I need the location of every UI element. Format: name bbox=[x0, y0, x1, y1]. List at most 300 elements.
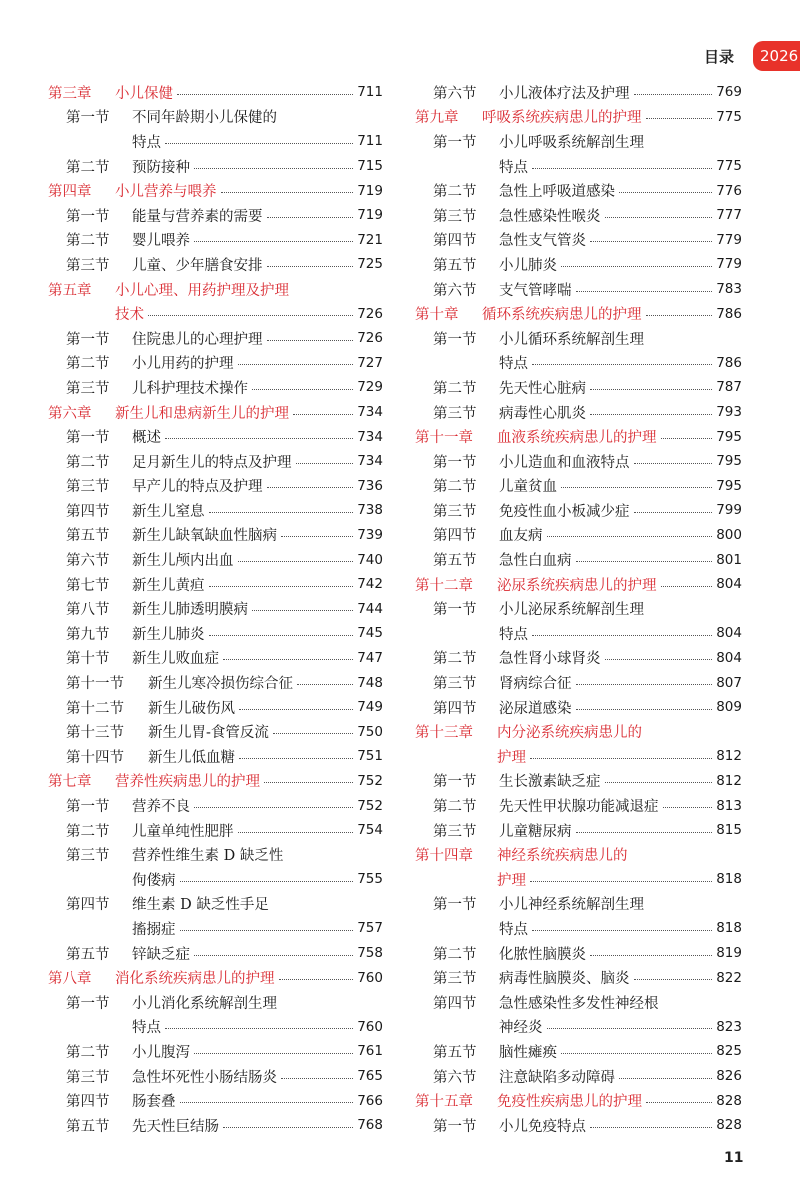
toc-entry-number: 第一节 bbox=[66, 995, 110, 1012]
toc-page-number: 750 bbox=[357, 723, 383, 740]
toc-section-entry[interactable] bbox=[415, 818, 742, 843]
toc-page-number: 777 bbox=[716, 207, 742, 224]
toc-page-number: 719 bbox=[357, 182, 383, 199]
toc-section-entry[interactable] bbox=[415, 498, 742, 523]
toc-entry-title: 营养不良 bbox=[132, 799, 190, 816]
dot-leader bbox=[619, 192, 712, 193]
toc-entry-number: 第八章 bbox=[48, 971, 92, 988]
toc-chapter-entry[interactable] bbox=[415, 301, 742, 326]
toc-entry-number: 第二节 bbox=[433, 799, 477, 816]
toc-entry-number: 第四节 bbox=[66, 503, 110, 520]
toc-page-number: 828 bbox=[716, 1117, 742, 1134]
toc-entry-number: 第三章 bbox=[48, 85, 92, 102]
toc-entry-title: 特点 bbox=[132, 134, 161, 151]
dot-leader bbox=[590, 414, 712, 415]
toc-entry-title: 小儿消化系统解剖生理 bbox=[132, 995, 277, 1012]
toc-section-entry[interactable] bbox=[415, 400, 742, 425]
toc-page-number: 734 bbox=[357, 404, 383, 421]
toc-section-entry[interactable] bbox=[48, 1088, 383, 1113]
toc-entry-title: 小儿免疫特点 bbox=[499, 1118, 586, 1135]
dot-leader bbox=[148, 315, 353, 316]
toc-section-entry[interactable] bbox=[415, 547, 742, 572]
toc-entry-continuation[interactable] bbox=[415, 916, 742, 941]
dot-leader bbox=[561, 266, 712, 267]
dot-leader bbox=[209, 635, 354, 636]
toc-entry-title: 概述 bbox=[132, 430, 161, 447]
toc-section-entry[interactable] bbox=[415, 203, 742, 228]
toc-entry-title: 新生儿窒息 bbox=[132, 503, 205, 520]
toc-section-entry[interactable] bbox=[415, 1039, 742, 1064]
toc-entry-title: 小儿用药的护理 bbox=[132, 356, 234, 373]
toc-entry-continuation[interactable] bbox=[415, 1015, 742, 1040]
toc-page-number: 738 bbox=[357, 502, 383, 519]
dot-leader bbox=[264, 782, 353, 783]
toc-entry-number: 第五节 bbox=[433, 1044, 477, 1061]
toc-entry-title: 儿童糖尿病 bbox=[499, 823, 572, 840]
toc-section-entry[interactable] bbox=[415, 695, 742, 720]
toc-chapter-entry[interactable] bbox=[415, 572, 742, 597]
toc-page-number: 744 bbox=[357, 600, 383, 617]
toc-section-entry[interactable] bbox=[415, 646, 742, 671]
toc-entry-number: 第一节 bbox=[66, 430, 110, 447]
toc-chapter-entry[interactable] bbox=[48, 80, 383, 105]
dot-leader bbox=[561, 1053, 712, 1054]
toc-entry-number: 第九章 bbox=[415, 110, 459, 127]
dot-leader bbox=[576, 709, 713, 710]
toc-section-entry[interactable] bbox=[48, 596, 383, 621]
dot-leader bbox=[273, 733, 353, 734]
toc-section-entry[interactable] bbox=[415, 80, 742, 105]
toc-section-entry[interactable] bbox=[415, 178, 742, 203]
toc-entry-title: 病毒性脑膜炎、脑炎 bbox=[499, 971, 630, 988]
toc-section-entry[interactable] bbox=[415, 941, 742, 966]
toc-entry-title: 急性上呼吸道感染 bbox=[499, 184, 615, 201]
toc-entry-title: 急性白血病 bbox=[499, 553, 572, 570]
toc-entry-number: 第一节 bbox=[66, 331, 110, 348]
toc-entry-number: 第一节 bbox=[66, 208, 110, 225]
toc-chapter-entry[interactable] bbox=[415, 424, 742, 449]
toc-section-entry[interactable] bbox=[48, 228, 383, 253]
toc-page-number: 822 bbox=[716, 969, 742, 986]
toc-entry-number: 第三节 bbox=[433, 971, 477, 988]
dot-leader bbox=[239, 709, 353, 710]
dot-leader bbox=[532, 635, 712, 636]
dot-leader bbox=[532, 930, 712, 931]
toc-page-number: 813 bbox=[716, 797, 742, 814]
toc-entry-title: 早产儿的特点及护理 bbox=[132, 479, 263, 496]
toc-entry-number: 第一节 bbox=[433, 1118, 477, 1135]
dot-leader bbox=[590, 1127, 712, 1128]
toc-page-number: 783 bbox=[716, 281, 742, 298]
dot-leader bbox=[239, 758, 353, 759]
dot-leader bbox=[238, 364, 354, 365]
toc-entry-title: 预防接种 bbox=[132, 159, 190, 176]
dot-leader bbox=[590, 955, 712, 956]
toc-entry-title: 足月新生儿的特点及护理 bbox=[132, 454, 292, 471]
toc-entry-title: 特点 bbox=[132, 1020, 161, 1037]
dot-leader bbox=[576, 561, 713, 562]
toc-entry-continuation[interactable] bbox=[415, 867, 742, 892]
toc-section-entry[interactable] bbox=[48, 695, 383, 720]
toc-entry-title: 脑性瘫痪 bbox=[499, 1044, 557, 1061]
toc-page-number: 739 bbox=[357, 526, 383, 543]
toc-entry-continuation[interactable] bbox=[48, 1015, 383, 1040]
toc-section-entry[interactable] bbox=[48, 105, 383, 130]
toc-page-number: 749 bbox=[357, 699, 383, 716]
toc-entry-number: 第十节 bbox=[66, 651, 110, 668]
dot-leader bbox=[661, 438, 713, 439]
toc-entry-number: 第二节 bbox=[66, 159, 110, 176]
toc-section-entry[interactable] bbox=[415, 474, 742, 499]
toc-page-number: 795 bbox=[716, 428, 742, 445]
dot-leader bbox=[223, 659, 353, 660]
toc-entry-number: 第四节 bbox=[66, 897, 110, 914]
toc-entry-title: 新生儿破伤风 bbox=[148, 700, 235, 717]
toc-entry-title: 维生素 D 缺乏性手足 bbox=[132, 897, 269, 914]
dot-leader bbox=[634, 463, 713, 464]
toc-entry-title: 能量与营养素的需要 bbox=[132, 208, 263, 225]
dot-leader bbox=[279, 979, 354, 980]
toc-entry-title: 急性感染性喉炎 bbox=[499, 208, 601, 225]
toc-entry-title: 急性感染性多发性神经根 bbox=[499, 995, 659, 1012]
dot-leader bbox=[576, 832, 713, 833]
toc-page-number: 801 bbox=[716, 551, 742, 568]
toc-entry-title: 特点 bbox=[499, 356, 528, 373]
toc-entry-number: 第五节 bbox=[66, 946, 110, 963]
toc-section-entry[interactable] bbox=[415, 965, 742, 990]
toc-section-entry[interactable] bbox=[48, 375, 383, 400]
dot-leader bbox=[661, 586, 713, 587]
toc-entry-title: 小儿肺炎 bbox=[499, 257, 557, 274]
toc-entry-title: 肠套叠 bbox=[132, 1094, 176, 1111]
toc-page-number: 757 bbox=[357, 920, 383, 937]
toc-page-number: 799 bbox=[716, 502, 742, 519]
toc-entry-number: 第九节 bbox=[66, 626, 110, 643]
toc-section-entry[interactable] bbox=[415, 277, 742, 302]
toc-entry-continuation[interactable] bbox=[415, 744, 742, 769]
toc-section-entry[interactable] bbox=[415, 892, 742, 917]
year-badge: 2026 bbox=[753, 41, 800, 71]
toc-page-number: 755 bbox=[357, 871, 383, 888]
toc-entry-title: 先天性心脏病 bbox=[499, 380, 586, 397]
toc-entry-title: 免疫性血小板减少症 bbox=[499, 503, 630, 520]
toc-section-entry[interactable] bbox=[48, 670, 383, 695]
toc-entry-title: 锌缺乏症 bbox=[132, 946, 190, 963]
toc-section-entry[interactable] bbox=[48, 326, 383, 351]
toc-entry-number: 第五节 bbox=[433, 257, 477, 274]
toc-entry-title: 新生儿寒冷损伤综合征 bbox=[148, 676, 293, 693]
toc-entry-title: 小儿造血和血液特点 bbox=[499, 454, 630, 471]
toc-entry-number: 第二节 bbox=[66, 356, 110, 373]
toc-entry-title: 肾病综合征 bbox=[499, 676, 572, 693]
toc-page-number: 726 bbox=[357, 330, 383, 347]
dot-leader bbox=[605, 782, 713, 783]
toc-entry-title: 新生儿胃-食管反流 bbox=[148, 725, 269, 742]
toc-section-entry[interactable] bbox=[415, 1064, 742, 1089]
toc-chapter-entry[interactable] bbox=[415, 719, 742, 744]
toc-entry-number: 第二节 bbox=[66, 454, 110, 471]
toc-section-entry[interactable] bbox=[48, 203, 383, 228]
dot-leader bbox=[221, 192, 354, 193]
dot-leader bbox=[547, 1028, 713, 1029]
toc-section-entry[interactable] bbox=[48, 474, 383, 499]
toc-page-number: 818 bbox=[716, 871, 742, 888]
dot-leader bbox=[194, 241, 353, 242]
toc-entry-title: 小儿液体疗法及护理 bbox=[499, 85, 630, 102]
toc-section-entry[interactable] bbox=[48, 351, 383, 376]
dot-leader bbox=[209, 586, 354, 587]
toc-chapter-entry[interactable] bbox=[48, 769, 383, 794]
toc-section-entry[interactable] bbox=[48, 842, 383, 867]
toc-section-entry[interactable] bbox=[415, 375, 742, 400]
toc-entry-number: 第五节 bbox=[433, 553, 477, 570]
toc-section-entry[interactable] bbox=[48, 498, 383, 523]
toc-section-entry[interactable] bbox=[48, 892, 383, 917]
toc-entry-title: 儿科护理技术操作 bbox=[132, 380, 248, 397]
toc-page-number: 736 bbox=[357, 477, 383, 494]
toc-page-number: 761 bbox=[357, 1043, 383, 1060]
dot-leader bbox=[293, 414, 353, 415]
toc-entry-title: 小儿泌尿系统解剖生理 bbox=[499, 602, 644, 619]
dot-leader bbox=[281, 1078, 353, 1079]
dot-leader bbox=[646, 1102, 712, 1103]
toc-section-entry[interactable] bbox=[415, 1113, 742, 1138]
toc-entry-title: 小儿循环系统解剖生理 bbox=[499, 331, 644, 348]
toc-entry-title: 呼吸系统疾病患儿的护理 bbox=[482, 110, 642, 127]
toc-page-number: 747 bbox=[357, 649, 383, 666]
toc-entry-continuation[interactable] bbox=[415, 154, 742, 179]
toc-page-number: 812 bbox=[716, 748, 742, 765]
toc-page-number: 825 bbox=[716, 1043, 742, 1060]
toc-entry-title: 不同年龄期小儿保健的 bbox=[132, 110, 277, 127]
toc-entry-title: 住院患儿的心理护理 bbox=[132, 331, 263, 348]
toc-section-entry[interactable] bbox=[48, 818, 383, 843]
toc-entry-number: 第二节 bbox=[66, 1044, 110, 1061]
toc-entry-number: 第一节 bbox=[433, 774, 477, 791]
toc-section-entry[interactable] bbox=[48, 793, 383, 818]
dot-leader bbox=[267, 340, 354, 341]
dot-leader bbox=[590, 241, 712, 242]
toc-page-number: 819 bbox=[716, 945, 742, 962]
toc-section-entry[interactable] bbox=[415, 129, 742, 154]
dot-leader bbox=[605, 659, 713, 660]
dot-leader bbox=[634, 512, 713, 513]
toc-section-entry[interactable] bbox=[48, 719, 383, 744]
toc-section-entry[interactable] bbox=[48, 744, 383, 769]
toc-page-number: 729 bbox=[357, 379, 383, 396]
toc-entry-title: 化脓性脑膜炎 bbox=[499, 946, 586, 963]
toc-entry-title: 营养性疾病患儿的护理 bbox=[115, 774, 260, 791]
toc-entry-title: 护理 bbox=[497, 749, 526, 766]
toc-page-number: 721 bbox=[357, 231, 383, 248]
dot-leader bbox=[634, 94, 713, 95]
toc-section-entry[interactable] bbox=[415, 252, 742, 277]
toc-page-number: 715 bbox=[357, 158, 383, 175]
toc-section-entry[interactable] bbox=[415, 793, 742, 818]
toc-section-entry[interactable] bbox=[48, 1039, 383, 1064]
toc-page-number: 766 bbox=[357, 1092, 383, 1109]
toc-entry-title: 特点 bbox=[499, 921, 528, 938]
toc-chapter-entry[interactable] bbox=[48, 178, 383, 203]
toc-section-entry[interactable] bbox=[415, 523, 742, 548]
toc-entry-number: 第三节 bbox=[66, 257, 110, 274]
toc-entry-number: 第十二节 bbox=[66, 700, 124, 717]
toc-chapter-entry[interactable] bbox=[415, 105, 742, 130]
toc-entry-title: 儿童贫血 bbox=[499, 479, 557, 496]
toc-entry-number: 第十四章 bbox=[415, 848, 473, 865]
dot-leader bbox=[663, 807, 713, 808]
toc-entry-continuation[interactable] bbox=[48, 129, 383, 154]
toc-page-number: 804 bbox=[716, 625, 742, 642]
toc-entry-continuation[interactable] bbox=[415, 621, 742, 646]
toc-entry-title: 新生儿低血糖 bbox=[148, 749, 235, 766]
dot-leader bbox=[530, 881, 712, 882]
dot-leader bbox=[619, 1078, 712, 1079]
toc-entry-number: 第三节 bbox=[66, 1069, 110, 1086]
toc-entry-title: 急性肾小球肾炎 bbox=[499, 651, 601, 668]
toc-entry-number: 第十三节 bbox=[66, 725, 124, 742]
toc-entry-number: 第一节 bbox=[433, 134, 477, 151]
toc-section-entry[interactable] bbox=[48, 990, 383, 1015]
toc-section-entry[interactable] bbox=[48, 941, 383, 966]
toc-section-entry[interactable] bbox=[48, 572, 383, 597]
toc-page-number: 779 bbox=[716, 256, 742, 273]
toc-entry-title: 小儿呼吸系统解剖生理 bbox=[499, 134, 644, 151]
toc-entry-continuation[interactable] bbox=[48, 301, 383, 326]
toc-entry-number: 第二节 bbox=[66, 823, 110, 840]
toc-entry-continuation[interactable] bbox=[48, 916, 383, 941]
toc-page-number: 795 bbox=[716, 453, 742, 470]
toc-chapter-entry[interactable] bbox=[48, 400, 383, 425]
dot-leader bbox=[532, 168, 712, 169]
toc-section-entry[interactable] bbox=[415, 670, 742, 695]
toc-section-entry[interactable] bbox=[415, 228, 742, 253]
dot-leader bbox=[180, 881, 354, 882]
toc-entry-number: 第三节 bbox=[66, 479, 110, 496]
toc-section-entry[interactable] bbox=[415, 769, 742, 794]
toc-chapter-entry[interactable] bbox=[48, 277, 383, 302]
toc-page-number: 804 bbox=[716, 576, 742, 593]
toc-entry-title: 技术 bbox=[115, 307, 144, 324]
toc-page-number: 751 bbox=[357, 748, 383, 765]
toc-entry-number: 第三节 bbox=[433, 676, 477, 693]
toc-entry-continuation[interactable] bbox=[48, 867, 383, 892]
toc-entry-number: 第四节 bbox=[433, 995, 477, 1012]
toc-page-number: 765 bbox=[357, 1068, 383, 1085]
toc-entry-title: 循环系统疾病患儿的护理 bbox=[482, 307, 642, 324]
dot-leader bbox=[252, 610, 353, 611]
toc-entry-title: 小儿腹泻 bbox=[132, 1044, 190, 1061]
toc-entry-title: 新生儿颅内出血 bbox=[132, 553, 234, 570]
toc-chapter-entry[interactable] bbox=[415, 842, 742, 867]
toc-section-entry[interactable] bbox=[48, 523, 383, 548]
toc-entry-number: 第三节 bbox=[433, 208, 477, 225]
toc-section-entry[interactable] bbox=[48, 621, 383, 646]
toc-entry-number: 第六章 bbox=[48, 405, 92, 422]
toc-entry-number: 第一节 bbox=[433, 331, 477, 348]
toc-section-entry[interactable] bbox=[48, 424, 383, 449]
toc-entry-number: 第六节 bbox=[66, 553, 110, 570]
toc-page-number: 745 bbox=[357, 625, 383, 642]
toc-page-number: 754 bbox=[357, 822, 383, 839]
toc-entry-number: 第二节 bbox=[433, 380, 477, 397]
toc-entry-number: 第六节 bbox=[433, 85, 477, 102]
toc-page-number: 726 bbox=[357, 305, 383, 322]
toc-page-number: 818 bbox=[716, 920, 742, 937]
dot-leader bbox=[634, 979, 713, 980]
toc-chapter-entry[interactable] bbox=[415, 1088, 742, 1113]
toc-page-number: 742 bbox=[357, 576, 383, 593]
toc-section-entry[interactable] bbox=[415, 449, 742, 474]
toc-chapter-entry[interactable] bbox=[48, 965, 383, 990]
toc-section-entry[interactable] bbox=[48, 449, 383, 474]
toc-entry-title: 小儿保健 bbox=[115, 85, 173, 102]
toc-entry-number: 第六节 bbox=[433, 282, 477, 299]
dot-leader bbox=[296, 463, 354, 464]
toc-section-entry[interactable] bbox=[415, 596, 742, 621]
dot-leader bbox=[165, 1028, 353, 1029]
toc-entry-number: 第四节 bbox=[433, 233, 477, 250]
toc-page-number: 804 bbox=[716, 649, 742, 666]
toc-entry-number: 第四章 bbox=[48, 184, 92, 201]
toc-page-number: 719 bbox=[357, 207, 383, 224]
toc-section-entry[interactable] bbox=[48, 646, 383, 671]
dot-leader bbox=[252, 389, 353, 390]
dot-leader bbox=[561, 487, 712, 488]
toc-section-entry[interactable] bbox=[48, 547, 383, 572]
dot-leader bbox=[605, 217, 713, 218]
toc-entry-number: 第一节 bbox=[433, 897, 477, 914]
toc-entry-number: 第三节 bbox=[66, 380, 110, 397]
toc-section-entry[interactable] bbox=[415, 990, 742, 1015]
toc-entry-title: 血友病 bbox=[499, 528, 543, 545]
toc-entry-number: 第六节 bbox=[433, 1069, 477, 1086]
toc-page-number: 828 bbox=[716, 1092, 742, 1109]
dot-leader bbox=[646, 118, 713, 119]
toc-page-number: 752 bbox=[357, 772, 383, 789]
toc-entry-number: 第四节 bbox=[66, 1094, 110, 1111]
toc-entry-title: 佝偻病 bbox=[132, 872, 176, 889]
toc-column-right bbox=[415, 80, 742, 1138]
toc-entry-number: 第五章 bbox=[48, 282, 92, 299]
dot-leader bbox=[576, 684, 713, 685]
toc-entry-title: 内分泌系统疾病患儿的 bbox=[497, 725, 642, 742]
toc-section-entry[interactable] bbox=[48, 1113, 383, 1138]
toc-page-number: 786 bbox=[716, 305, 742, 322]
toc-entry-number: 第三节 bbox=[66, 848, 110, 865]
toc-entry-number: 第十四节 bbox=[66, 749, 124, 766]
toc-section-entry[interactable] bbox=[48, 1064, 383, 1089]
dot-leader bbox=[223, 1127, 353, 1128]
toc-section-entry[interactable] bbox=[415, 326, 742, 351]
toc-section-entry[interactable] bbox=[48, 154, 383, 179]
toc-page-number: 711 bbox=[357, 84, 383, 101]
toc-page-number: 740 bbox=[357, 551, 383, 568]
toc-page-number: 758 bbox=[357, 945, 383, 962]
toc-entry-number: 第七章 bbox=[48, 774, 92, 791]
toc-entry-title: 护理 bbox=[497, 872, 526, 889]
toc-page-number: 775 bbox=[716, 108, 742, 125]
toc-entry-title: 儿童单纯性肥胖 bbox=[132, 823, 234, 840]
toc-entry-number: 第十一节 bbox=[66, 676, 124, 693]
toc-entry-number: 第十五章 bbox=[415, 1094, 473, 1111]
toc-entry-number: 第十一章 bbox=[415, 430, 473, 447]
toc-entry-number: 第三节 bbox=[433, 405, 477, 422]
toc-entry-continuation[interactable] bbox=[415, 351, 742, 376]
toc-page-number: 734 bbox=[357, 428, 383, 445]
toc-section-entry[interactable] bbox=[48, 252, 383, 277]
toc-entry-title: 先天性甲状腺功能减退症 bbox=[499, 799, 659, 816]
